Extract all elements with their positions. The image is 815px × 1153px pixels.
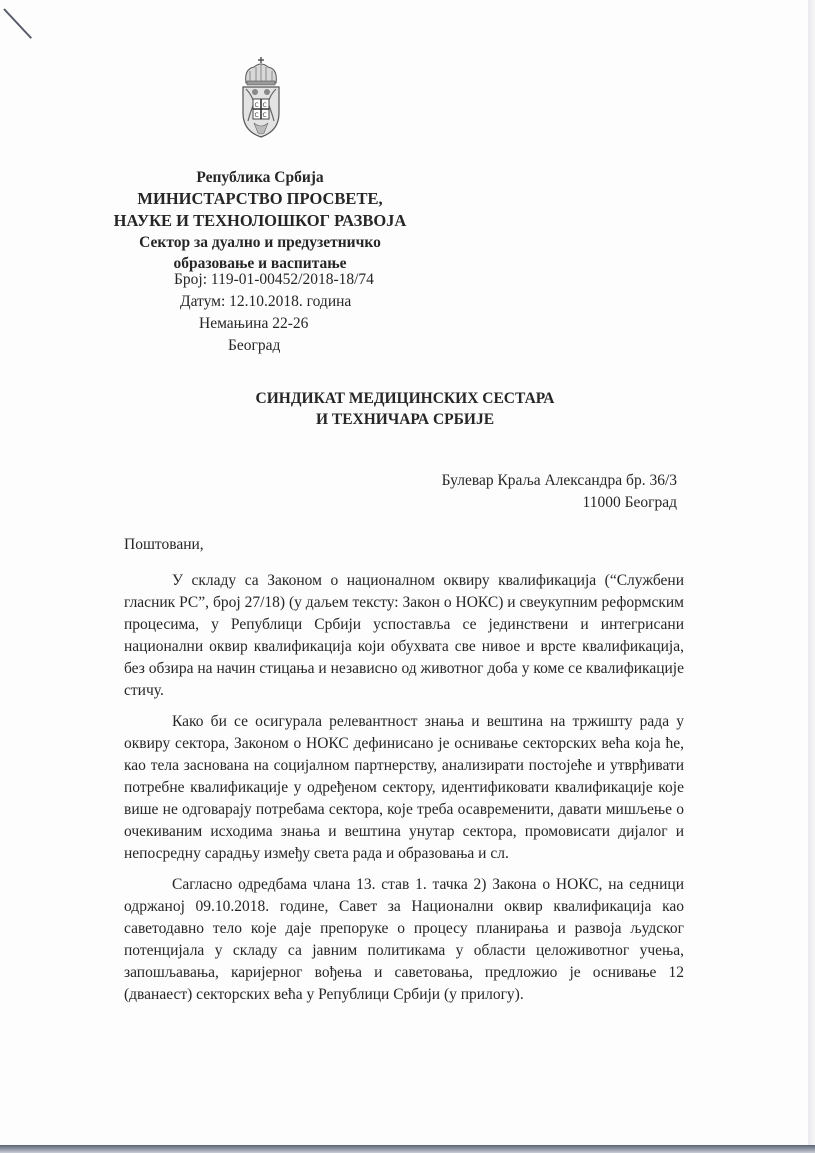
recipient-name-line1: СИНДИКАТ МЕДИЦИНСКИХ СЕСТАРА (255, 390, 555, 407)
recipient-name (200, 388, 610, 430)
serbian-coat-of-arms-icon (240, 55, 282, 140)
recipient-address (442, 470, 677, 514)
body-paragraph: Сагласно одредбама члана 13. став 1. тачка 2) Закона о НОКС, на седници одржаној 09.10.2018. године, Савет за Национални оквир квалификација као саветодавно тело које даје препоруке о процесу планирања и развоја људског потенцијала у складу са јавним политикама у области целоживотног учења, запошљавања, каријерног вођења и саветовања, предложио је оснивање 12 (дванаест) секторских већа у Републици Србији (у прилогу). (124, 876, 684, 1003)
ministry-name-line2: НАУКЕ И ТЕХНОЛОШКОГ РАЗВОЈА (113, 211, 407, 230)
sender-city: Београд (228, 337, 281, 354)
salutation: Поштовани, (124, 536, 204, 553)
staple-mark (3, 8, 32, 39)
svg-text:С: С (262, 102, 267, 109)
letter-date: Датум: 12.10.2018. година (180, 293, 352, 310)
sender-meta (174, 269, 374, 357)
scan-edge-bottom (0, 1145, 815, 1153)
recipient-name-line2: И ТЕХНИЧАРА СРБИЈЕ (315, 411, 495, 428)
sender-header (95, 167, 425, 274)
svg-text:С: С (254, 102, 259, 109)
body-paragraph: У складу са Законом о националном оквиру квалификација (“Службени гласник РС”, број 27/18) (у даљем тексту: Закон о НОКС) и свеукупним реформским процесима, у Републици Србији успоставља се јединствени и интегрисани национални оквир квалификација који обухвата све нивое и врсте квалификација, без обзира на начин стицања и независно од животног доба у коме се квалификације стичу. (124, 572, 684, 699)
body-paragraph: Како би се осигурала релевантност знања и вештина на тржишту рада у оквиру сектора, Законом о НОКС дефинисано је оснивање секторских већа која ће, као тела заснована на социјалном партнерству, анализирати постојеће и утврђивати потребне квалификације у одређеном сектору, идентификовати квалификације које више не одговарају потребама сектора, које треба осавременити, давати мишљење о очекиваним исходима знања и вештина унутар сектора, промовисати дијалог и непосредну сарадњу између света рада и образовања и сл. (124, 713, 684, 862)
svg-text:С: С (262, 112, 267, 119)
sector-name-line2: образовање и васпитање (173, 255, 347, 272)
svg-text:С: С (254, 112, 259, 119)
ministry-name-line1: МИНИСТАРСТВО ПРОСВЕТЕ, (137, 189, 383, 208)
scan-edge-right (808, 0, 815, 1153)
letter-body (124, 570, 684, 1015)
recipient-address-line2: 11000 Београд (582, 494, 677, 511)
reference-number: Број: 119-01-00452/2018-18/74 (174, 271, 374, 288)
country-name: Република Србија (196, 169, 324, 186)
sector-name-line1: Сектор за дуално и предузетничко (139, 234, 381, 251)
recipient-address-line1: Булевар Краља Александра бр. 36/3 (441, 472, 677, 489)
sender-street: Немањина 22-26 (199, 315, 309, 332)
